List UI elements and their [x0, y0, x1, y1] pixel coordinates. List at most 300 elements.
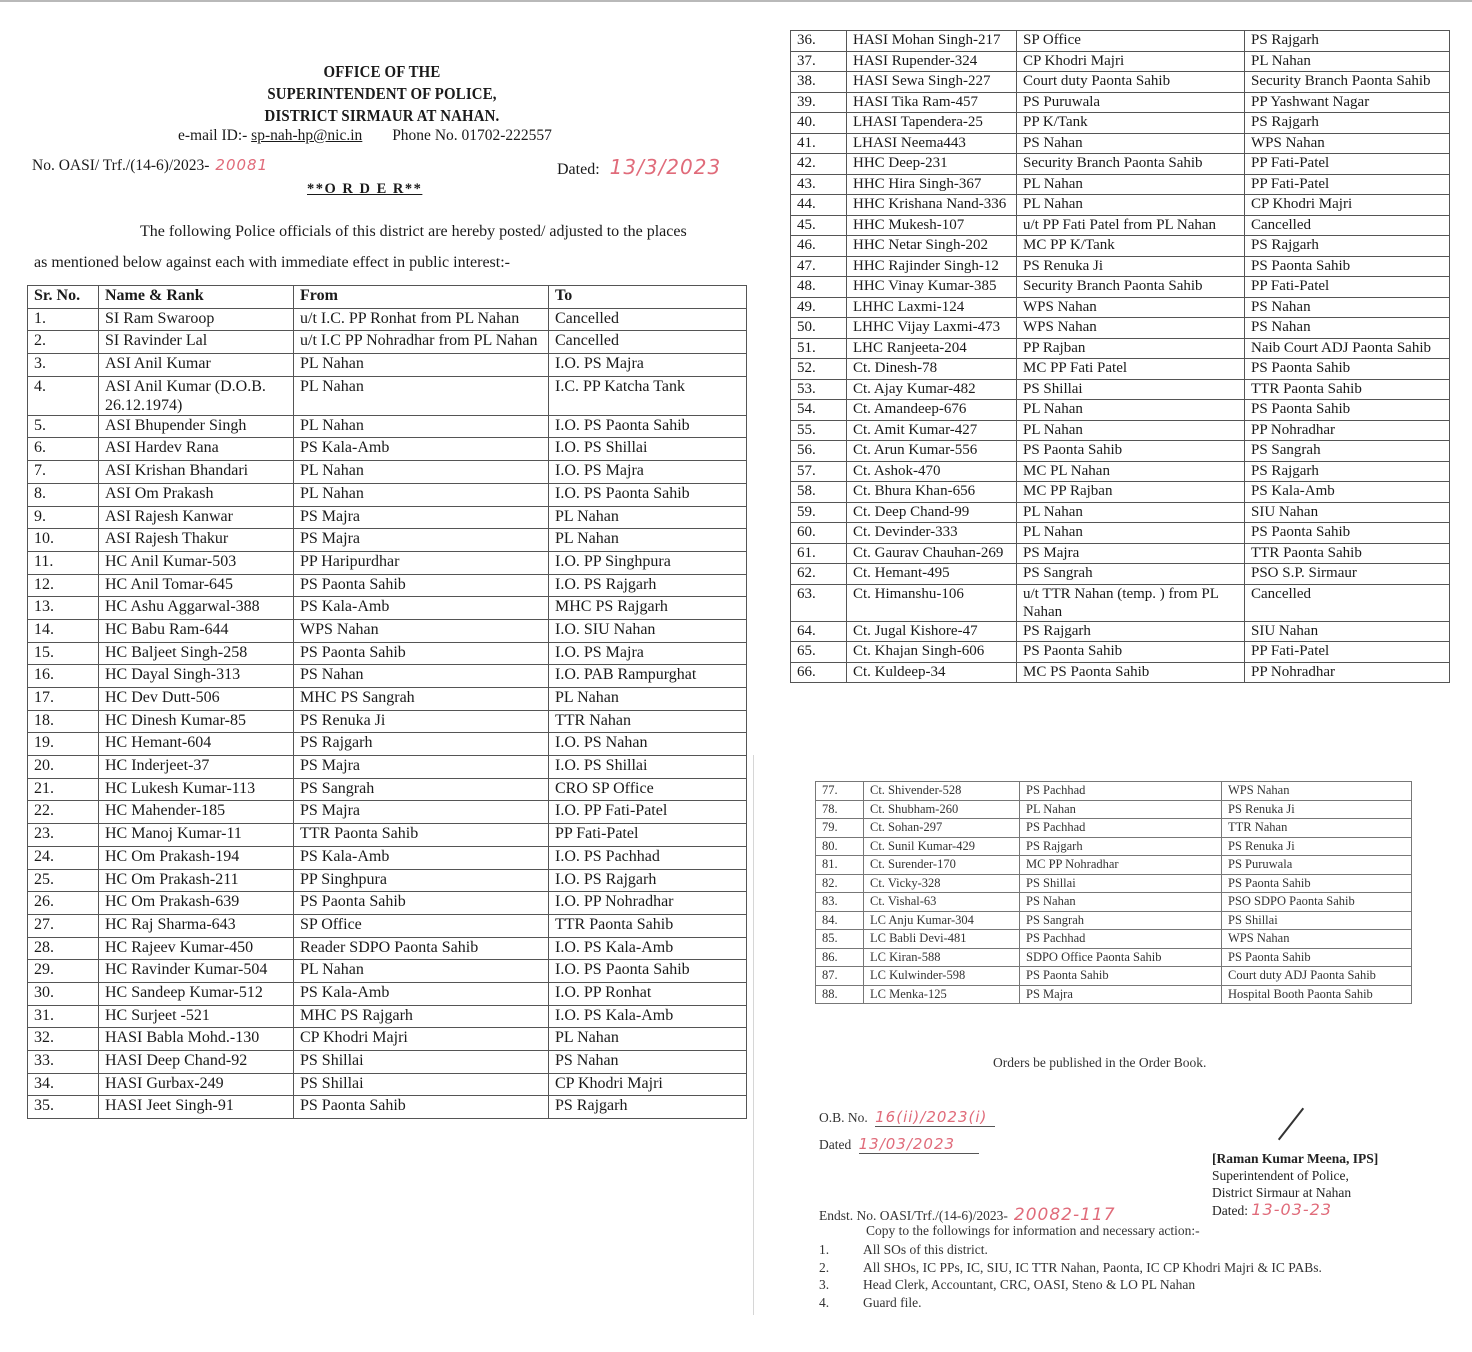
cell-to: I.O. PS Shillai [549, 438, 747, 461]
cell-from: u/t I.C. PP Ronhat from PL Nahan [294, 308, 549, 331]
cell-to: I.O. PP Singhpura [549, 551, 747, 574]
cell-to: PS Paonta Sahib [1245, 256, 1450, 277]
table-row [28, 619, 747, 642]
cell-sr-no: 79. [816, 819, 864, 838]
table-row [791, 113, 1450, 134]
cell-from: PS Paonta Sahib [294, 642, 549, 665]
cell-name-rank: Ct. Amit Kumar-427 [847, 420, 1017, 441]
table-row [791, 174, 1450, 195]
office-heading-line3: DISTRICT SIRMAUR AT NAHAN. [264, 106, 500, 125]
cell-from: PS Rajgarh [1017, 621, 1245, 642]
cell-from: PS Paonta Sahib [1017, 441, 1245, 462]
table-row [791, 318, 1450, 339]
copy-list [819, 1241, 1322, 1311]
cell-name-rank: LHASI Tapendera-25 [847, 113, 1017, 134]
cell-from: PS Paonta Sahib [294, 892, 549, 915]
cell-to: PP Nohradhar [1245, 662, 1450, 683]
cell-from: PL Nahan [294, 415, 549, 438]
cell-to: PS Nahan [1245, 318, 1450, 339]
cell-to: I.O. PP Fati-Patel [549, 801, 747, 824]
cell-name-rank: HC Manoj Kumar-11 [99, 824, 294, 847]
cell-sr-no: 12. [28, 574, 99, 597]
cell-sr-no: 42. [791, 154, 847, 175]
table-row [816, 782, 1412, 801]
table-row [28, 733, 747, 756]
cell-name-rank: Ct. Vishal-63 [864, 893, 1020, 912]
cell-sr-no: 83. [816, 893, 864, 912]
table-row [816, 930, 1412, 949]
cell-sr-no: 19. [28, 733, 99, 756]
office-heading-line2: SUPERINTENDENT OF POLICE, [267, 84, 497, 103]
cell-to: I.O. PS Paonta Sahib [549, 960, 747, 983]
cell-to: Cancelled [1245, 584, 1450, 621]
cell-name-rank: ASI Om Prakash [99, 483, 294, 506]
cell-from: PS Nahan [294, 665, 549, 688]
cell-from: PS Paonta Sahib [1017, 642, 1245, 663]
cell-sr-no: 37. [791, 51, 847, 72]
cell-sr-no: 14. [28, 619, 99, 642]
table-row [28, 710, 747, 733]
cell-from: MHC PS Sangrah [294, 688, 549, 711]
cell-sr-no: 87. [816, 967, 864, 986]
cell-to: I.O. PP Ronhat [549, 982, 747, 1005]
table-row [28, 869, 747, 892]
signer-district: District Sirmaur at Nahan [1212, 1185, 1352, 1200]
cell-to: CRO SP Office [549, 778, 747, 801]
cell-name-rank: Ct. Hemant-495 [847, 564, 1017, 585]
table-row [791, 461, 1450, 482]
cell-name-rank: LHHC Laxmi-124 [847, 297, 1017, 318]
column-header-sr-no: Sr. No. [28, 286, 99, 309]
cell-to: I.O. PS Kala-Amb [549, 937, 747, 960]
cell-from: PS Majra [294, 801, 549, 824]
cell-name-rank: Ct. Sunil Kumar-429 [864, 837, 1020, 856]
cell-from: PL Nahan [1017, 523, 1245, 544]
table-row [791, 277, 1450, 298]
cell-name-rank: HC Hemant-604 [99, 733, 294, 756]
cell-name-rank: ASI Rajesh Kanwar [99, 506, 294, 529]
table-row [28, 1005, 747, 1028]
cell-sr-no: 41. [791, 133, 847, 154]
table-row [791, 621, 1450, 642]
cell-sr-no: 18. [28, 710, 99, 733]
cell-name-rank: HC Om Prakash-211 [99, 869, 294, 892]
cell-from: SDPO Office Paonta Sahib [1020, 948, 1222, 967]
cell-name-rank: HHC Rajinder Singh-12 [847, 256, 1017, 277]
cell-name-rank: HC Anil Kumar-503 [99, 551, 294, 574]
office-heading-line1: OFFICE OF THE [323, 62, 441, 81]
cell-sr-no: 7. [28, 461, 99, 484]
cell-sr-no: 58. [791, 482, 847, 503]
cell-to: PS Paonta Sahib [1245, 359, 1450, 380]
cell-from: MC PP K/Tank [1017, 236, 1245, 257]
copy-list-item [819, 1276, 1322, 1294]
cell-name-rank: LHASI Neema443 [847, 133, 1017, 154]
table-row [28, 483, 747, 506]
cell-name-rank: HC Ashu Aggarwal-388 [99, 597, 294, 620]
cell-from: WPS Nahan [1017, 318, 1245, 339]
cell-to: CP Khodri Majri [1245, 195, 1450, 216]
reference-number [32, 156, 268, 175]
cell-from: PS Sangrah [1020, 911, 1222, 930]
cell-sr-no: 4. [28, 376, 99, 415]
cell-name-rank: LC Babli Devi-481 [864, 930, 1020, 949]
cell-name-rank: HASI Tika Ram-457 [847, 92, 1017, 113]
cell-to: TTR Paonta Sahib [1245, 379, 1450, 400]
table-row [28, 665, 747, 688]
cell-from: PS Pachhad [1020, 782, 1222, 801]
cell-sr-no: 52. [791, 359, 847, 380]
cell-name-rank: ASI Bhupender Singh [99, 415, 294, 438]
publish-note: Orders be published in the Order Book. [993, 1055, 1207, 1070]
cell-name-rank: HC Rajeev Kumar-450 [99, 937, 294, 960]
cell-name-rank: Ct. Khajan Singh-606 [847, 642, 1017, 663]
table-row [28, 331, 747, 354]
cell-from: PS Majra [294, 756, 549, 779]
column-header-to: To [549, 286, 747, 309]
table-row [791, 379, 1450, 400]
cell-sr-no: 77. [816, 782, 864, 801]
order-title: **O R D E R** [307, 181, 423, 197]
cell-from: WPS Nahan [294, 619, 549, 642]
cell-sr-no: 22. [28, 801, 99, 824]
cell-to: I.O. PS Nahan [549, 733, 747, 756]
table-row [791, 195, 1450, 216]
cell-name-rank: HHC Netar Singh-202 [847, 236, 1017, 257]
dated-label: Dated: [557, 161, 600, 178]
table-row [28, 824, 747, 847]
cell-to: I.C. PP Katcha Tank [549, 376, 747, 415]
cell-to: PS Kala-Amb [1245, 482, 1450, 503]
order-book-date [819, 1135, 979, 1154]
cell-from: PS Shillai [294, 1073, 549, 1096]
cell-name-rank: HC Anil Tomar-645 [99, 574, 294, 597]
cell-to: PS Paonta Sahib [1245, 400, 1450, 421]
cell-from: PS Paonta Sahib [294, 1096, 549, 1119]
cell-sr-no: 28. [28, 937, 99, 960]
cell-sr-no: 45. [791, 215, 847, 236]
table-row [28, 597, 747, 620]
cell-name-rank: HASI Gurbax-249 [99, 1073, 294, 1096]
cell-from: PL Nahan [1017, 420, 1245, 441]
cell-name-rank: HASI Sewa Singh-227 [847, 72, 1017, 93]
cell-from: Court duty Paonta Sahib [1017, 72, 1245, 93]
table-row [28, 937, 747, 960]
cell-sr-no: 1. [28, 308, 99, 331]
cell-to: PP Fati-Patel [1245, 154, 1450, 175]
cell-sr-no: 55. [791, 420, 847, 441]
cell-sr-no: 46. [791, 236, 847, 257]
cell-sr-no: 31. [28, 1005, 99, 1028]
table-row [791, 564, 1450, 585]
cell-from: PS Nahan [1017, 133, 1245, 154]
cell-to: PP Fati-Patel [1245, 642, 1450, 663]
cell-from: PS Majra [1017, 543, 1245, 564]
cell-name-rank: HC Surjeet -521 [99, 1005, 294, 1028]
cell-name-rank: HASI Rupender-324 [847, 51, 1017, 72]
cell-to: MHC PS Rajgarh [549, 597, 747, 620]
cell-name-rank: Ct. Himanshu-106 [847, 584, 1017, 621]
cell-sr-no: 23. [28, 824, 99, 847]
cell-sr-no: 27. [28, 914, 99, 937]
cell-name-rank: LC Kiran-588 [864, 948, 1020, 967]
cell-from: SP Office [294, 914, 549, 937]
table-row [791, 338, 1450, 359]
table-row [28, 778, 747, 801]
cell-from: PS Sangrah [294, 778, 549, 801]
cell-to: PS Paonta Sahib [1222, 948, 1412, 967]
cell-to: PS Renuka Ji [1222, 800, 1412, 819]
cell-sr-no: 80. [816, 837, 864, 856]
cell-name-rank: HC Ravinder Kumar-504 [99, 960, 294, 983]
cell-to: PL Nahan [1245, 51, 1450, 72]
cell-name-rank: HHC Vinay Kumar-385 [847, 277, 1017, 298]
cell-sr-no: 64. [791, 621, 847, 642]
email-label: e-mail ID:- [178, 127, 252, 144]
contact-line [178, 127, 552, 145]
copy-list-text: Head Clerk, Accountant, CRC, OASI, Steno & LO PL Nahan [863, 1277, 1196, 1292]
cell-from: PS Rajgarh [294, 733, 549, 756]
cell-sr-no: 35. [28, 1096, 99, 1119]
cell-name-rank: HC Om Prakash-194 [99, 846, 294, 869]
cell-name-rank: Ct. Bhura Khan-656 [847, 482, 1017, 503]
cell-name-rank: HHC Mukesh-107 [847, 215, 1017, 236]
cell-to: I.O. PS Majra [549, 354, 747, 377]
cell-sr-no: 26. [28, 892, 99, 915]
cell-from: WPS Nahan [1017, 297, 1245, 318]
cell-to: PS Sangrah [1245, 441, 1450, 462]
table-row [28, 756, 747, 779]
cell-to: I.O. PS Kala-Amb [549, 1005, 747, 1028]
cell-sr-no: 21. [28, 778, 99, 801]
cell-from: PL Nahan [1017, 400, 1245, 421]
table-row [791, 297, 1450, 318]
cell-name-rank: Ct. Deep Chand-99 [847, 502, 1017, 523]
cell-to: PP Fati-Patel [1245, 277, 1450, 298]
copy-list-number: 2. [819, 1259, 830, 1275]
cell-sr-no: 60. [791, 523, 847, 544]
cell-from: Security Branch Paonta Sahib [1017, 277, 1245, 298]
cell-name-rank: ASI Anil Kumar (D.O.B. 26.12.1974) [99, 376, 294, 415]
cell-to: PP Fati-Patel [549, 824, 747, 847]
cell-to: WPS Nahan [1222, 930, 1412, 949]
cell-from: PL Nahan [1017, 195, 1245, 216]
cell-from: PS Kala-Amb [294, 846, 549, 869]
cell-name-rank: Ct. Amandeep-676 [847, 400, 1017, 421]
ob-handwritten: 16(ii)/2023(i) [875, 1108, 988, 1126]
table-row [28, 642, 747, 665]
cell-name-rank: Ct. Kuldeep-34 [847, 662, 1017, 683]
cell-from: PL Nahan [1017, 502, 1245, 523]
cell-from: MHC PS Rajgarh [294, 1005, 549, 1028]
cell-from: PL Nahan [294, 960, 549, 983]
cell-from: PL Nahan [294, 354, 549, 377]
signer-dated-label: Dated: [1212, 1203, 1248, 1218]
copy-list-number: 1. [819, 1242, 830, 1257]
table-row [791, 543, 1450, 564]
cell-to: PP Nohradhar [1245, 420, 1450, 441]
cell-name-rank: Ct. Vicky-328 [864, 874, 1020, 893]
cell-from: PS Kala-Amb [294, 597, 549, 620]
cell-to: PL Nahan [549, 506, 747, 529]
cell-name-rank: Ct. Surender-170 [864, 856, 1020, 875]
signer-name: [Raman Kumar Meena, IPS] [1212, 1151, 1379, 1166]
table-row [791, 420, 1450, 441]
cell-to: I.O. SIU Nahan [549, 619, 747, 642]
table-row [28, 551, 747, 574]
cell-sr-no: 43. [791, 174, 847, 195]
copy-intro: Copy to the followings for information and necessary action:- [866, 1223, 1200, 1238]
cell-from: PP K/Tank [1017, 113, 1245, 134]
cell-to: PP Fati-Patel [1245, 174, 1450, 195]
cell-from: PP Rajban [1017, 338, 1245, 359]
cell-name-rank: HC Sandeep Kumar-512 [99, 982, 294, 1005]
cell-sr-no: 51. [791, 338, 847, 359]
cell-to: I.O. PS Shillai [549, 756, 747, 779]
cell-name-rank: Ct. Ashok-470 [847, 461, 1017, 482]
cell-to: PL Nahan [549, 1028, 747, 1051]
cell-name-rank: LHC Ranjeeta-204 [847, 338, 1017, 359]
cell-to: TTR Nahan [1222, 819, 1412, 838]
cell-to: I.O. PS Paonta Sahib [549, 483, 747, 506]
table-row [791, 482, 1450, 503]
signer-dated-handwritten: 13-03-23 [1251, 1200, 1332, 1219]
cell-name-rank: Ct. Sohan-297 [864, 819, 1020, 838]
cell-name-rank: HC Inderjeet-37 [99, 756, 294, 779]
table-row [28, 688, 747, 711]
table-row [28, 1073, 747, 1096]
reference-handwritten: 20081 [215, 156, 269, 174]
table-row [28, 1028, 747, 1051]
cell-from: MC PL Nahan [1017, 461, 1245, 482]
transfer-table-left [27, 285, 747, 1119]
cell-name-rank: Ct. Shubham-260 [864, 800, 1020, 819]
cell-from: PL Nahan [294, 483, 549, 506]
cell-name-rank: HC Dinesh Kumar-85 [99, 710, 294, 733]
cell-name-rank: SI Ram Swaroop [99, 308, 294, 331]
cell-to: PS Renuka Ji [1222, 837, 1412, 856]
cell-from: CP Khodri Majri [294, 1028, 549, 1051]
cell-from: PL Nahan [1020, 800, 1222, 819]
table-row [28, 846, 747, 869]
cell-from: PS Paonta Sahib [294, 574, 549, 597]
cell-name-rank: HASI Jeet Singh-91 [99, 1096, 294, 1119]
cell-name-rank: ASI Anil Kumar [99, 354, 294, 377]
cell-sr-no: 24. [28, 846, 99, 869]
cell-name-rank: HASI Deep Chand-92 [99, 1051, 294, 1074]
cell-name-rank: Ct. Gaurav Chauhan-269 [847, 543, 1017, 564]
table-row [791, 154, 1450, 175]
cell-to: Cancelled [549, 308, 747, 331]
cell-to: WPS Nahan [1245, 133, 1450, 154]
dated-handwritten: 13/3/2023 [609, 155, 722, 179]
cell-name-rank: HASI Mohan Singh-217 [847, 31, 1017, 52]
table-row [791, 584, 1450, 621]
cell-name-rank: HC Dev Dutt-506 [99, 688, 294, 711]
cell-to: Cancelled [549, 331, 747, 354]
cell-sr-no: 6. [28, 438, 99, 461]
cell-from: SP Office [1017, 31, 1245, 52]
cell-to: PS Paonta Sahib [1245, 523, 1450, 544]
email-link[interactable]: sp-nah-hp@nic.in [251, 127, 363, 144]
cell-from: PS Puruwala [1017, 92, 1245, 113]
cell-from: PS Sangrah [1017, 564, 1245, 585]
copy-list-item [819, 1241, 1322, 1259]
table-row [816, 819, 1412, 838]
cell-from: u/t I.C PP Nohradhar from PL Nahan [294, 331, 549, 354]
table-row [28, 801, 747, 824]
cell-from: PS Shillai [294, 1051, 549, 1074]
table-body-left [28, 308, 747, 1118]
table-row [28, 308, 747, 331]
cell-to: PS Shillai [1222, 911, 1412, 930]
cell-from: u/t TTR Nahan (temp. ) from PL Nahan [1017, 584, 1245, 621]
cell-from: PS Shillai [1020, 874, 1222, 893]
cell-sr-no: 20. [28, 756, 99, 779]
cell-sr-no: 49. [791, 297, 847, 318]
cell-to: PS Rajgarh [1245, 31, 1450, 52]
cell-sr-no: 50. [791, 318, 847, 339]
cell-name-rank: HC Babu Ram-644 [99, 619, 294, 642]
cell-to: PS Rajgarh [1245, 113, 1450, 134]
cell-to: WPS Nahan [1222, 782, 1412, 801]
table-row [28, 1096, 747, 1119]
cell-to: PS Rajgarh [1245, 461, 1450, 482]
cell-sr-no: 86. [816, 948, 864, 967]
table-header-row [28, 286, 747, 309]
cell-to: PL Nahan [549, 688, 747, 711]
table-row [816, 967, 1412, 986]
cell-name-rank: ASI Rajesh Thakur [99, 529, 294, 552]
cell-sr-no: 29. [28, 960, 99, 983]
cell-to: PS Rajgarh [549, 1096, 747, 1119]
cell-sr-no: 59. [791, 502, 847, 523]
table-row [791, 92, 1450, 113]
table-row [816, 948, 1412, 967]
table-row [791, 523, 1450, 544]
table-row [28, 914, 747, 937]
table-row [791, 662, 1450, 683]
table-row [28, 438, 747, 461]
cell-to: I.O. PS Rajgarh [549, 574, 747, 597]
cell-to: TTR Nahan [549, 710, 747, 733]
phone-number: Phone No. 01702-222557 [392, 127, 552, 144]
table-row [791, 31, 1450, 52]
cell-from: PS Renuka Ji [1017, 256, 1245, 277]
cell-from: PS Renuka Ji [294, 710, 549, 733]
table-row [28, 960, 747, 983]
cell-from: PS Majra [294, 529, 549, 552]
cell-name-rank: Ct. Shivender-528 [864, 782, 1020, 801]
table-row [816, 911, 1412, 930]
cell-name-rank: HASI Babla Mohd.-130 [99, 1028, 294, 1051]
signature-mark-icon [1278, 1108, 1304, 1141]
cell-sr-no: 65. [791, 642, 847, 663]
cell-name-rank: ASI Hardev Rana [99, 438, 294, 461]
signature-block [1212, 1150, 1378, 1219]
cell-sr-no: 17. [28, 688, 99, 711]
table-row [816, 874, 1412, 893]
cell-to: PSO S.P. Sirmaur [1245, 564, 1450, 585]
cell-to: I.O. PS Rajgarh [549, 869, 747, 892]
cell-from: MC PP Rajban [1017, 482, 1245, 503]
copy-list-item [819, 1294, 1322, 1312]
cell-to: CP Khodri Majri [549, 1073, 747, 1096]
cell-name-rank: LHHC Vijay Laxmi-473 [847, 318, 1017, 339]
cell-from: PS Paonta Sahib [1020, 967, 1222, 986]
cell-sr-no: 5. [28, 415, 99, 438]
cell-to: PS Nahan [549, 1051, 747, 1074]
